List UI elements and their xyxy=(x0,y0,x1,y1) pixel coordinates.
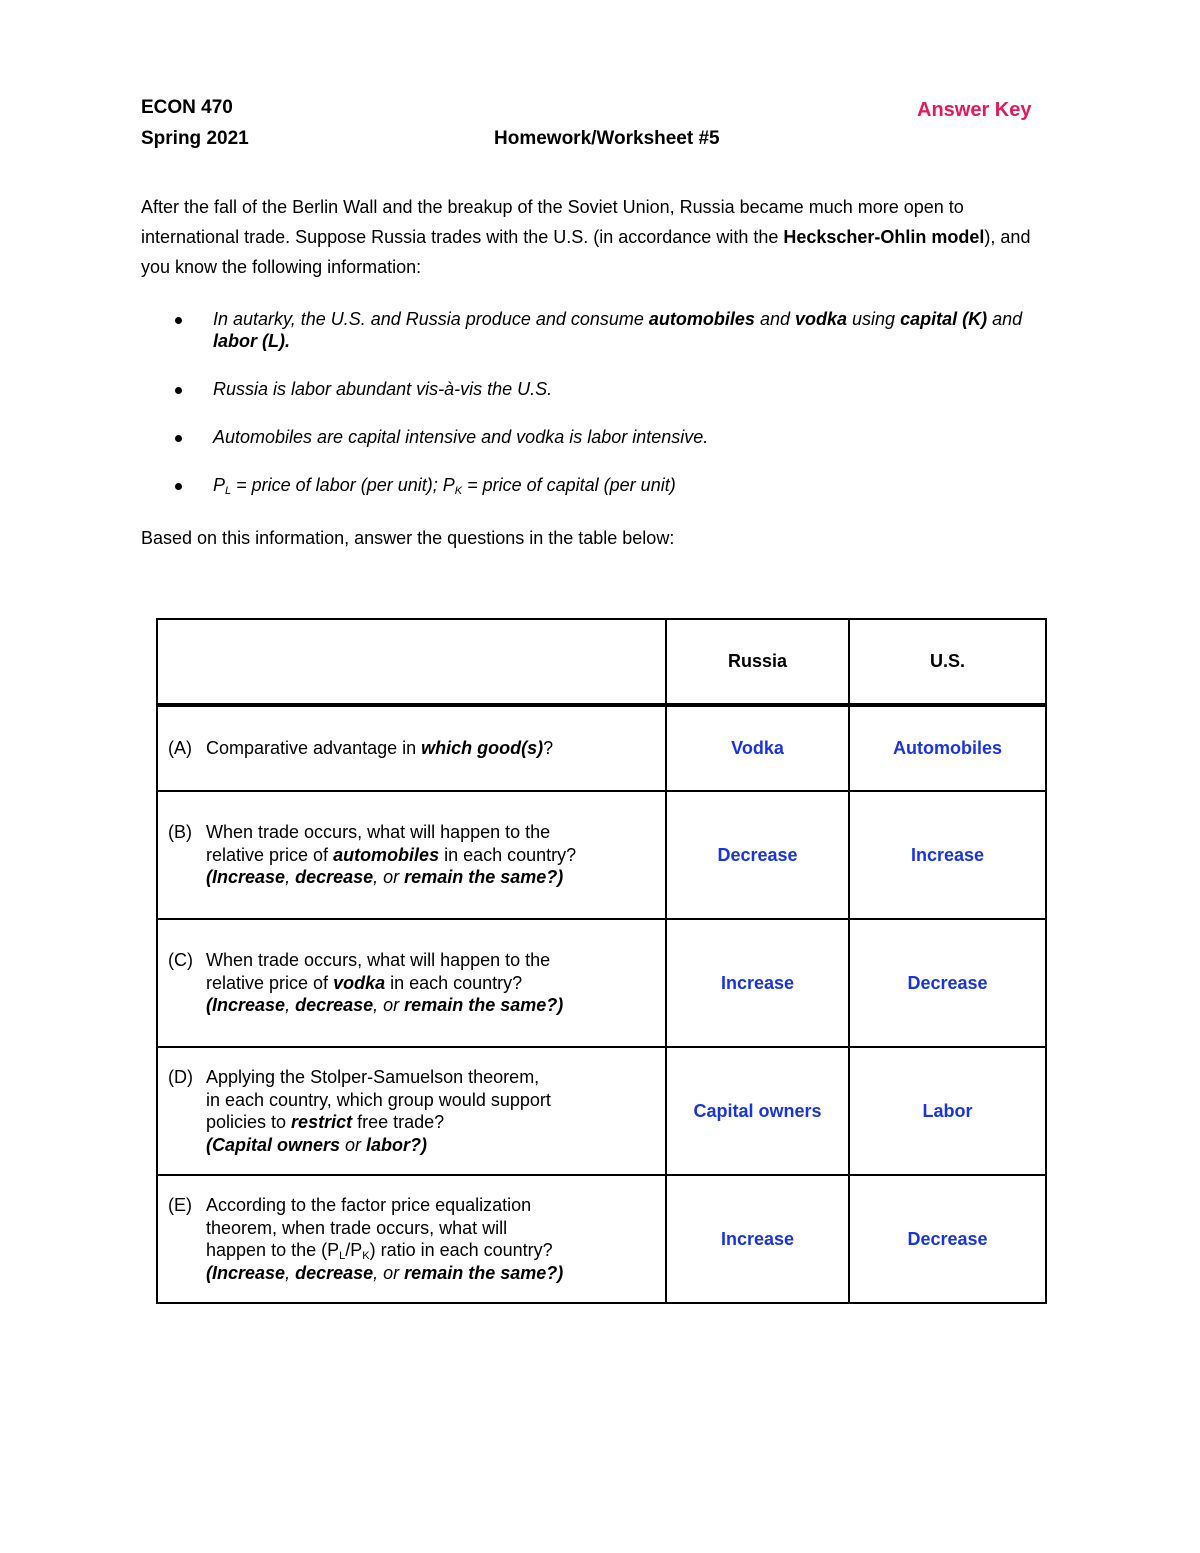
intro-model-name: Heckscher-Ohlin model xyxy=(783,227,985,247)
question-cell-c: (C) When trade occurs, what will happen to the relative price of vodka in each country? (Increase, decrease, or remain the same?) xyxy=(157,919,666,1047)
bullet-icon xyxy=(175,483,182,490)
column-header-us: U.S. xyxy=(849,619,1046,705)
intro-text-1: After the fall of the Berlin Wall and the breakup of the Soviet Union, Russia became much more open to international trade. Suppose Russia trades with the U.S. (in accordance with the xyxy=(141,197,964,247)
answer-russia-e: Increase xyxy=(666,1175,849,1303)
table-row xyxy=(157,1175,1046,1303)
answer-us-a: Automobiles xyxy=(849,705,1046,791)
table-row xyxy=(157,791,1046,919)
question-cell-e: (E) According to the factor price equalization theorem, when trade occurs, what will happen to the $(P_L/P_K)$ ratio in each country? (Increase, decrease, or remain the same?) xyxy=(157,1175,666,1303)
table-header-row xyxy=(157,619,1046,705)
blank-header-cell xyxy=(157,619,666,705)
column-header-russia: Russia xyxy=(666,619,849,705)
intro-text-2: ), and you know the following information: xyxy=(141,227,1031,277)
page-title: Homework/Worksheet #5 xyxy=(494,128,720,149)
answer-us-e: Decrease xyxy=(849,1175,1046,1303)
course-code: ECON 470 xyxy=(141,97,233,118)
lead-in-text: Based on this information, answer the questions in the table below: xyxy=(141,528,675,548)
answer-us-b: Increase xyxy=(849,791,1046,919)
bullet-icon xyxy=(175,435,182,442)
assumption-item: $P_L$ = price of labor (per unit); $P_K$ = price of capital (per unit) xyxy=(141,474,1071,496)
answer-russia-c: Increase xyxy=(666,919,849,1047)
intro-paragraph xyxy=(141,192,1061,282)
table-row xyxy=(157,919,1046,1047)
bullet-icon xyxy=(175,387,182,394)
table-row xyxy=(157,1047,1046,1175)
answer-key-label: Answer Key xyxy=(917,99,1032,121)
assumption-item: Russia is labor abundant vis-à-vis the U.S. xyxy=(141,378,1071,400)
answer-russia-a: Vodka xyxy=(666,705,849,791)
assumption-item: In autarky, the U.S. and Russia produce and consume automobiles and vodka using capital (K) and labor (L). xyxy=(141,308,1071,352)
question-cell-b: (B) When trade occurs, what will happen to the relative price of automobiles in each country? (Increase, decrease, or remain the same?) xyxy=(157,791,666,919)
bullet-icon xyxy=(175,317,182,324)
answer-russia-b: Decrease xyxy=(666,791,849,919)
question-cell-a: (A) Comparative advantage in which good(s)? xyxy=(157,705,666,791)
assumptions-list xyxy=(141,308,1071,522)
term: Spring 2021 xyxy=(141,128,249,149)
answer-table xyxy=(156,618,1047,1304)
answer-russia-d: Capital owners xyxy=(666,1047,849,1175)
question-cell-d: (D) Applying the Stolper-Samuelson theorem, in each country, which group would support policies to restrict free trade? (Capital owners or labor?) xyxy=(157,1047,666,1175)
answer-us-c: Decrease xyxy=(849,919,1046,1047)
answer-us-d: Labor xyxy=(849,1047,1046,1175)
table-row xyxy=(157,705,1046,791)
assumption-item: Automobiles are capital intensive and vodka is labor intensive. xyxy=(141,426,1071,448)
